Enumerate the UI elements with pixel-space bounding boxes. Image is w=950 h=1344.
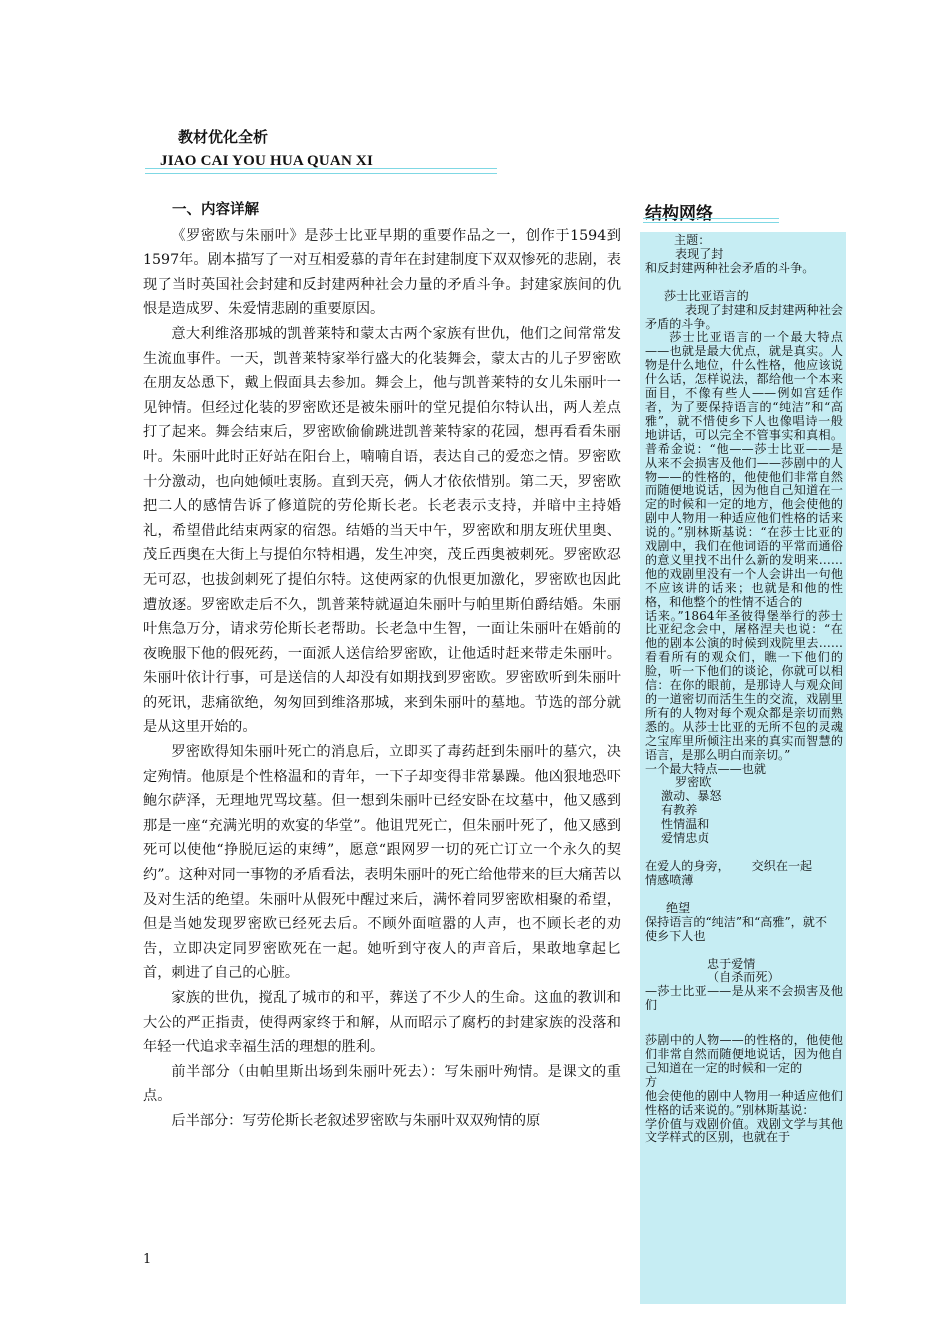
paragraph: 意大利维洛那城的凯普莱特和蒙太古两个家族有世仇，他们之间常常发生流血事件。一天，凯普莱特家举行盛大的化装舞会，蒙太古的儿子罗密欧在朋友怂恿下，戴上假面具去参加。舞会上，他与凯普莱特的女儿朱丽叶一见钟情。但经过化装的罗密欧还是被朱丽叶的堂兄提伯尔特认出，两人差点打了起来。舞会结束后，罗密欧偷偷跳进凯普莱特家的花园，想再看看朱丽叶。朱丽叶此时正好站在阳台上，喃喃自语，表达自己的爱恋之情。罗密欧十分激动，也向她倾吐衷肠。直到天亮，俩人才依依惜别。第二天，罗密欧把二人的感情告诉了修道院的劳伦斯长老。长老表示支持，并暗中主持婚礼，希望借此结束两家的宿怨。结婚的当天中午，罗密欧和朋友班伏里奥、茂丘西奥在大街上与提伯尔特相遇，发生冲突，茂丘西奥被刺死。罗密欧忍无可忍，也拔剑刺死了提伯尔特。这使两家的仇恨更加激化，罗密欧也因此遭放逐。罗密欧走后不久，凯普莱特就逼迫朱丽叶与帕里斯伯爵结婚。朱丽叶焦急万分，请求劳伦斯长老帮助。长老急中生智，一面让朱丽叶在婚前的夜晚服下他的假死药，一面派人送信给罗密欧，让他适时赶来带走朱丽叶。朱丽叶依计行事，可是送信的人却没有如期找到罗密欧。罗密欧听到朱丽叶的死讯，悲痛欲绝，匆匆回到维洛那城，来到朱丽叶的墓地。节选的部分就是从这里开始的。 (143, 325, 621, 736)
paragraph: 家族的世仇，搅乱了城市的和平，葬送了不少人的生命。这血的教训和大公的严正指责，使得两家终于和解，从而昭示了腐朽的封建家族的没落和年轻一代追求幸福生活的理想的胜利。 (143, 990, 621, 1056)
sidebar-line: 有教养 (661, 803, 698, 818)
sidebar-line: 情感喷薄 (645, 872, 694, 887)
sidebar-line: 罗密欧 (675, 775, 712, 790)
sidebar-line: 他会使他的剧中人物用一种适应他们性格的话来说的。”别林斯基说： (645, 1088, 843, 1117)
page-number: 1 (143, 1252, 152, 1267)
spacer (645, 1013, 843, 1027)
header-title-cn: 教材优化全析 (178, 128, 269, 146)
sidebar-line: 主题： (674, 233, 711, 247)
sidebar-line: 话来。”1864年圣彼得堡举行的莎士比亚纪念会中，屠格涅夫也说：“在他的剧本公演的时候到戏院里去……看看所有的观众们，瞧一下他们的脸，听一下他们的谈论，你就可以相信：在你的眼前，是那诗人与观众间的一道密切而活生生的交流，戏剧里所有的人物对每个观众都是亲切而熟悉的。从莎士比亚的无所不包的灵魂之宝库里所倾注出来的真实而智慧的语言，是那么明白而亲切。” (645, 608, 843, 762)
sidebar-line: 表现了封建和反封建两种社会矛盾的斗争。 (645, 302, 843, 331)
sidebar-line-part: 在爱人的身旁， (645, 858, 730, 873)
sidebar-line: 莎剧中的人物——的性格的，他使他们非常自然而随便地说话，因为他自己知道在一定的时候和一定的 (645, 1033, 843, 1075)
sidebar-line: 保持语言的“纯洁”和“高雅”，就不 (645, 914, 827, 929)
sidebar-line: 性情温和 (661, 817, 710, 832)
spacer (645, 944, 843, 958)
sidebar-line (645, 860, 843, 874)
paragraph: 前半部分（由帕里斯出场到朱丽叶死去）：写朱丽叶殉情。是课文的重点。 (143, 1063, 621, 1105)
sidebar-line: （自杀而死） (707, 970, 780, 985)
spacer (645, 846, 843, 860)
header-divider (145, 168, 497, 174)
sidebar-line: 激动、暴怒 (661, 789, 722, 804)
paragraph: 后半部分：写劳伦斯长老叙述罗密欧与朱丽叶双双殉情的原 (171, 1112, 541, 1129)
sidebar-line: 忠于爱情 (707, 956, 756, 971)
section-title: 一、内容详解 (172, 202, 259, 218)
spacer (645, 276, 843, 290)
sidebar-line: 和反封建两种社会矛盾的斗争。 (645, 260, 815, 275)
sidebar-line: 绝望 (666, 900, 691, 915)
paragraph: 罗密欧得知朱丽叶死亡的消息后，立即买了毒药赶到朱丽叶的墓穴，决定殉情。他原是个性格温和的青年，一下子却变得非常暴躁。他凶狠地恐吓鲍尔萨泽，无理地咒骂坟墓。但一想到朱丽叶已经安卧在坟墓中，他又感到那是一座“充满光明的欢宴的华堂”。他诅咒死亡，但朱丽叶死了，他又感到死可以使他“挣脱厄运的束缚”，愿意“跟网罗一切的死亡订立一个永久的契约”。这种对同一事物的矛盾看法，表明朱丽叶的死亡给他带来的巨大痛苦以及对生活的绝望。朱丽叶从假死中醒过来后，满怀着同罗密欧相聚的希望，但是当她发现罗密欧已经死去后。不顾外面喧嚣的人声，也不顾长老的劝告，立即决定同罗密欧死在一起。她听到守夜人的声音后，果敢地拿起匕首，刺进了自己的心脏。 (143, 744, 621, 982)
sidebar-line: 爱情忠贞 (661, 831, 710, 846)
sidebar-line: 莎士比亚语言的一个最大特点——也就是最大优点，就是真实。人物是什么地位，什么性格，他应该说什么话，怎样说法，都给他一个本来面目，不像有些人——例如宫廷作者，为了要保持语言的“纯洁”和“高雅”，就不惜使乡下人也像唱诗一般地讲话，可以完全不管事实和真相。普希金说：“他——莎士比亚——是从来不会损害及他们——莎剧中的人物——的性格的，他使他们非常自然而随便地说话，因为他自己知道在一定的时候和一定的地方，他会使他的剧中人物用一种适应他们性格的话来说的。”别林斯基说：“在莎士比亚的戏剧中，我们在他词语的平常而通俗的意义里找不出什么新的发明来……他的戏剧里没有一个人会讲出一句他不应该讲的话来；也就是和他的性格，和他整个的性情不适合的 (645, 330, 843, 609)
sidebar-line-part: 交织在一起 (751, 858, 813, 873)
main-content (143, 198, 621, 1134)
sidebar-line: 方 (645, 1074, 658, 1089)
sidebar-line: 学价值与戏剧价值。戏剧文学与其他文学样式的区别，也就在于 (645, 1116, 843, 1145)
sidebar-title: 结构网络 (645, 204, 713, 224)
paragraph: 《罗密欧与朱丽叶》是莎士比亚早期的重要作品之一，创作于1594到1597年。剧本描写了一对互相爱慕的青年在封建制度下双双惨死的悲剧，表现了当时英国社会封建和反封建两种社会力量的矛盾斗争。封建家族间的仇恨是造成罗、朱爱情悲剧的重要原因。 (143, 227, 621, 318)
spacer (645, 888, 843, 902)
structure-network-panel (640, 232, 846, 1304)
sidebar-line: 莎士比亚语言的 (664, 288, 749, 303)
sidebar-line: 一个最大特点——也就 (645, 761, 766, 776)
sidebar-line: 表现了封 (675, 246, 724, 261)
sidebar-title-divider (643, 218, 779, 223)
sidebar-line: —莎士比亚——是从来不会损害及他们 (645, 984, 843, 1013)
header-title-pinyin: JIAO CAI YOU HUA QUAN XI (160, 153, 374, 169)
sidebar-line: 使乡下人也 (645, 928, 706, 943)
